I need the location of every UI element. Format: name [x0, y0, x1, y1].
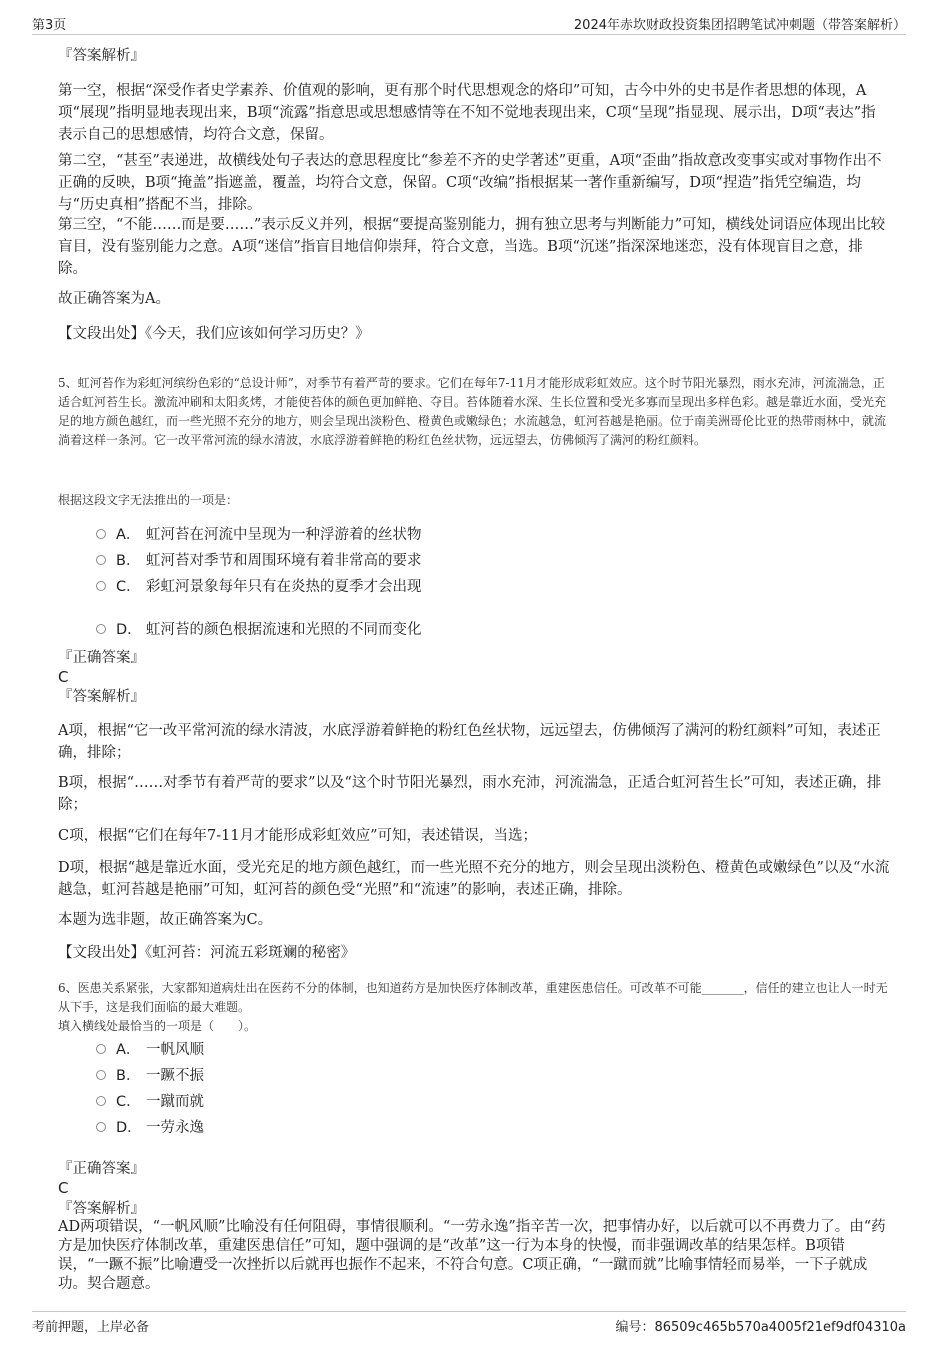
- q5-analysis-d: D项，根据“越是靠近水面，受光充足的地方颜色越红，而一些光照不充分的地方，则会呈现出淡粉色、橙黄色或嫩绿色”以及“水流越急，虹河苔越是艳丽”可知，虹河苔的颜色受“光照”和“流速”的影响，表述正确，排除。: [58, 860, 890, 898]
- q5-option-d[interactable]: D． 虹河苔的颜色根据流速和光照的不同而变化: [96, 620, 422, 640]
- document-code: 编号：86509c465b570a4005f21ef9df04310a: [615, 1320, 906, 1335]
- radio-icon[interactable]: [96, 1096, 106, 1106]
- q4-analysis-label: 『答案解析』: [58, 48, 145, 64]
- q5-analysis-b: B项，根据“……对季节有着严苛的要求”以及“这个时节阳光暴烈，雨水充沛，河流湍急，正适合虹河苔生长”可知，表述正确，排除；: [58, 775, 882, 813]
- q5-option-c[interactable]: C． 彩虹河景象每年只有在炎热的夏季才会出现: [96, 577, 422, 597]
- page-footer: [32, 1311, 906, 1336]
- footer-slogan: 考前押题，上岸必备: [32, 1320, 150, 1335]
- q5-conclusion: 本题为选非题，故正确答案为C。: [58, 912, 273, 928]
- q5-correct-label: 『正确答案』: [58, 650, 145, 666]
- q4-source: 【文段出处】《今天，我们应该如何学习历史？》: [58, 326, 370, 342]
- q6-analysis: AD两项错误，“一帆风顺”比喻没有任何阻碍，事情很顺利。“一劳永逸”指辛苦一次，把事情办好，以后就可以不再费力了。由“药方是加快医疗体制改革，重建医患信任”可知，题中强调的是“改革”这一行为本身的快慢，而非强调改革的结果怎样。B项错误，“一蹶不振”比喻遭受一次挫折以后就再也振作不起来，不符合句意。C项正确，“一蹴而就”比喻事情轻而易举，一下子就成功。契合题意。: [58, 1219, 886, 1292]
- page-number: 第3页: [32, 18, 67, 33]
- q6-option-a[interactable]: A． 一帆风顺: [96, 1040, 204, 1060]
- radio-icon[interactable]: [96, 1070, 106, 1080]
- q5-source: 【文段出处】《虹河苔：河流五彩斑斓的秘密》: [58, 945, 356, 961]
- q6-prompt: 填入横线处最恰当的一项是（ ）。: [58, 1019, 257, 1033]
- q6-option-c[interactable]: C． 一蹴而就: [96, 1092, 204, 1112]
- document-title: 2024年赤坎财政投资集团招聘笔试冲刺题（带答案解析）: [573, 18, 906, 33]
- q5-option-a[interactable]: A． 虹河苔在河流中呈现为一种浮游着的丝状物: [96, 525, 422, 545]
- q5-option-b[interactable]: B． 虹河苔对季节和周围环境有着非常高的要求: [96, 551, 422, 571]
- q5-analysis-label: 『答案解析』: [58, 689, 145, 705]
- page-header: [32, 12, 906, 35]
- radio-icon[interactable]: [96, 529, 106, 539]
- radio-icon[interactable]: [96, 581, 106, 591]
- q5-correct-answer: C: [58, 668, 69, 686]
- q6-correct-label: 『正确答案』: [58, 1161, 145, 1177]
- q6-analysis-label: 『答案解析』: [58, 1201, 145, 1217]
- q6-option-b[interactable]: B． 一蹶不振: [96, 1066, 204, 1086]
- q4-analysis-p3: 第三空，“不能……而是要……”表示反义并列，根据“要提高鉴别能力，拥有独立思考与判断能力”可知，横线处词语应体现出比较盲目，没有鉴别能力之意。A项“迷信”指盲目地信仰崇拜，符合文意，当选。B项“沉迷”指深深地迷恋，没有体现盲目之意，排除。: [58, 217, 886, 277]
- q6-correct-answer: C: [58, 1179, 69, 1197]
- q5-stem: 5、虹河苔作为彩虹河缤纷色彩的“总设计师”，对季节有着严苛的要求。它们在每年7-11月才能形成彩虹效应。这个时节阳光暴烈，雨水充沛，河流湍急，正适合虹河苔生长。激流冲刷和太阳炙烤，才能使苔体的颜色更加鲜艳、夺目。苔体随着水深、生长位置和受光多寡而呈现出多样色彩。越是靠近水面，受光充足的地方颜色越红，而一些光照不充分的地方，则会呈现出淡粉色、橙黄色或嫩绿色；水流越急，虹河苔越是艳丽。位于南美洲哥伦比亚的热带雨林中，就流淌着这样一条河。它一改平常河流的绿水清波，水底浮游着鲜艳的粉红色丝状物，远远望去，仿佛倾泻了满河的粉红颜料。: [58, 376, 887, 447]
- q6-option-d[interactable]: D． 一劳永逸: [96, 1118, 204, 1138]
- radio-icon[interactable]: [96, 555, 106, 565]
- radio-icon[interactable]: [96, 1044, 106, 1054]
- q5-analysis-a: A项，根据“它一改平常河流的绿水清波，水底浮游着鲜艳的粉红色丝状物，远远望去，仿佛倾泻了满河的粉红颜料”可知，表述正确，排除；: [58, 723, 881, 761]
- q4-analysis-p2: 第二空，“甚至”表递进，故横线处句子表达的意思程度比“参差不齐的史学著述”更重，A项“歪曲”指故意改变事实或对事物作出不正确的反映，B项“掩盖”指遮盖，覆盖，均符合文意，保留。C项“改编”指根据某一著作重新编写，D项“捏造”指凭空编造，均与“历史真相”搭配不当，排除。: [58, 153, 882, 213]
- q6-stem: 6、医患关系紧张，大家都知道病灶出在医药不分的体制，也知道药方是加快医疗体制改革，重建医患信任。可改革不可能_______，信任的建立也让人一时无从下手，这是我们面临的最大难题。: [58, 981, 888, 1014]
- q4-conclusion: 故正确答案为A。: [58, 291, 170, 307]
- q4-analysis-p1: 第一空，根据“深受作者史学素养、价值观的影响，更有那个时代思想观念的烙印”可知，古今中外的史书是作者思想的体现，A项“展现”指明显地表现出来，B项“流露”指意思或思想感情等在不知不觉地表现出来，C项“呈现”指显现、展示出，D项“表达”指表示自己的思想感情，均符合文意，保留。: [58, 83, 876, 143]
- q5-prompt: 根据这段文字无法推出的一项是：: [58, 493, 239, 507]
- q5-analysis-c: C项，根据“它们在每年7-11月才能形成彩虹效应”可知，表述错误，当选；: [58, 828, 537, 844]
- radio-icon[interactable]: [96, 1122, 106, 1132]
- radio-icon[interactable]: [96, 624, 106, 634]
